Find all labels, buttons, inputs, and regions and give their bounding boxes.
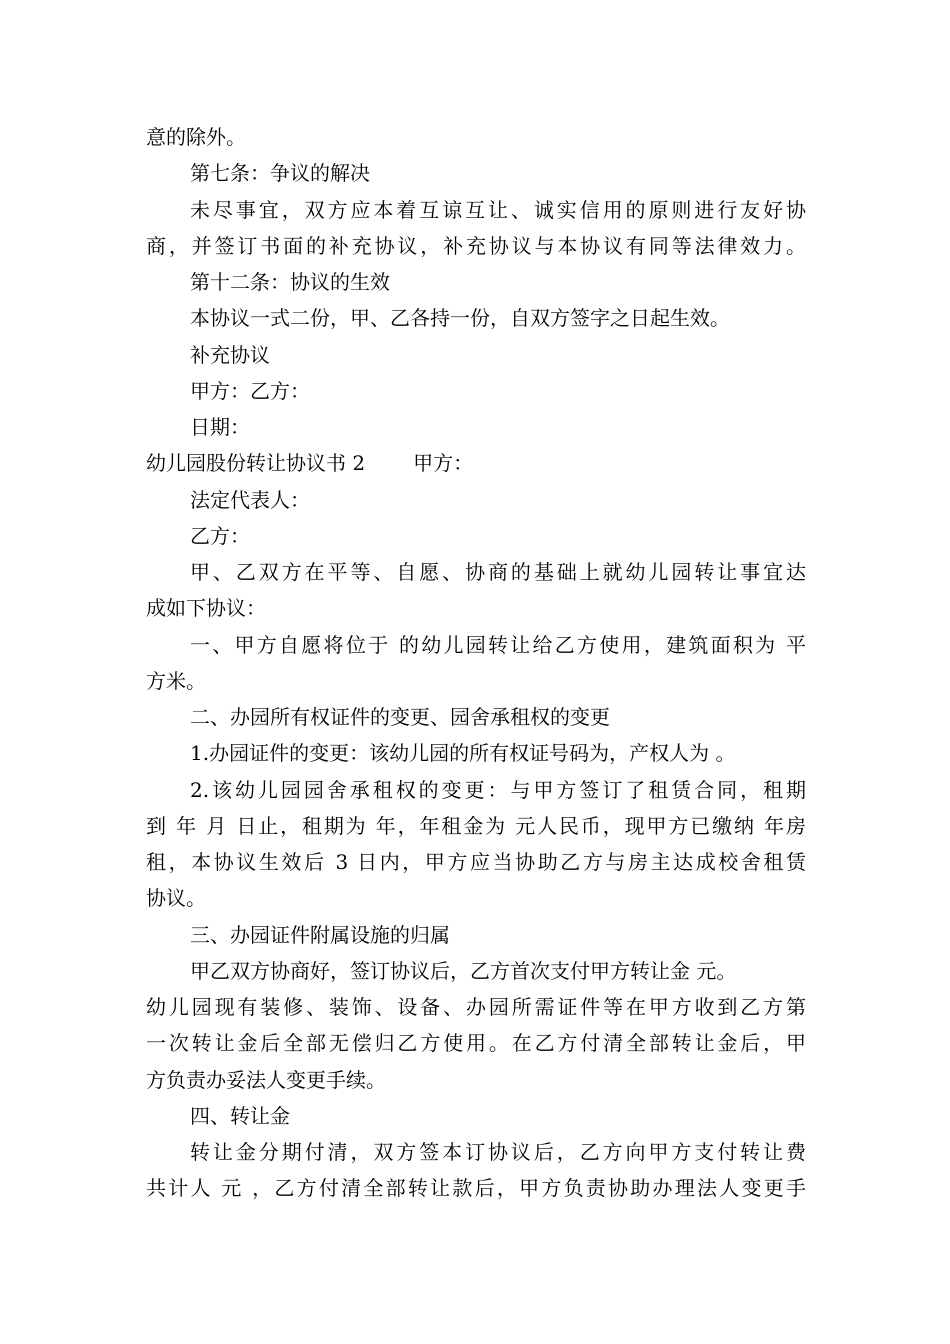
document-title: 幼儿园股份转让协议书 2 xyxy=(146,451,366,475)
text-line: 甲、乙双方在平等、自愿、协商的基础上就幼儿园转让事宜达 xyxy=(190,560,806,584)
section-heading: 四、转让金 xyxy=(190,1104,290,1128)
section-heading: 第七条：争议的解决 xyxy=(190,161,370,185)
text-line: 一次转让金后全部无偿归乙方使用。在乙方付清全部转让金后，甲 xyxy=(146,1031,806,1055)
text-line: 幼儿园现有装修、装饰、设备、办园所需证件等在甲方收到乙方第 xyxy=(146,995,806,1019)
section-heading: 第十二条：协议的生效 xyxy=(190,270,390,294)
text-line: 一、甲方自愿将位于 的幼儿园转让给乙方使用，建筑面积为 平 xyxy=(190,633,806,657)
text-line: 未尽事宜，双方应本着互谅互让、诚实信用的原则进行友好协 xyxy=(190,198,806,222)
signature-parties: 甲方：乙方： xyxy=(190,379,310,403)
text-line: 意的除外。 xyxy=(146,125,246,149)
text-line: 2.该幼儿园园舍承租权的变更：与甲方签订了租赁合同，租期 xyxy=(190,778,806,802)
text-line: 甲乙双方协商好，签订协议后，乙方首次支付甲方转让金 元。 xyxy=(190,959,737,983)
text-line: 租，本协议生效后 3 日内，甲方应当协助乙方与房主达成校舍租赁 xyxy=(146,850,806,874)
document-title-line xyxy=(146,445,806,481)
text-line: 方负责办妥法人变更手续。 xyxy=(146,1068,386,1092)
text-line: 到 年 月 日止，租期为 年，年租金为 元人民币，现甲方已缴纳 年房 xyxy=(146,814,806,838)
text-line: 共计人 元 ，乙方付清全部转让款后，甲方负责协助办理法人变更手 xyxy=(146,1176,806,1200)
text-line: 转让金分期付清，双方签本订协议后，乙方向甲方支付转让费 xyxy=(190,1140,806,1164)
text-line: 商，并签订书面的补充协议，补充协议与本协议有同等法律效力。 xyxy=(146,234,806,258)
section-heading: 三、办园证件附属设施的归属 xyxy=(190,923,450,947)
text-line: 协议。 xyxy=(146,886,206,910)
legal-representative-label: 法定代表人： xyxy=(190,488,310,512)
text-line: 方米。 xyxy=(146,669,206,693)
text-line: 1.办园证件的变更：该幼儿园的所有权证号码为，产权人为 。 xyxy=(190,741,736,765)
section-heading: 二、办园所有权证件的变更、园舍承租权的变更 xyxy=(190,705,610,729)
party-b-label: 乙方： xyxy=(190,524,250,548)
section-heading: 补充协议 xyxy=(190,343,270,367)
signature-date: 日期： xyxy=(190,415,250,439)
text-line: 本协议一式二份，甲、乙各持一份，自双方签字之日起生效。 xyxy=(190,306,730,330)
text-line: 成如下协议： xyxy=(146,596,266,620)
party-a-label: 甲方： xyxy=(413,451,474,475)
